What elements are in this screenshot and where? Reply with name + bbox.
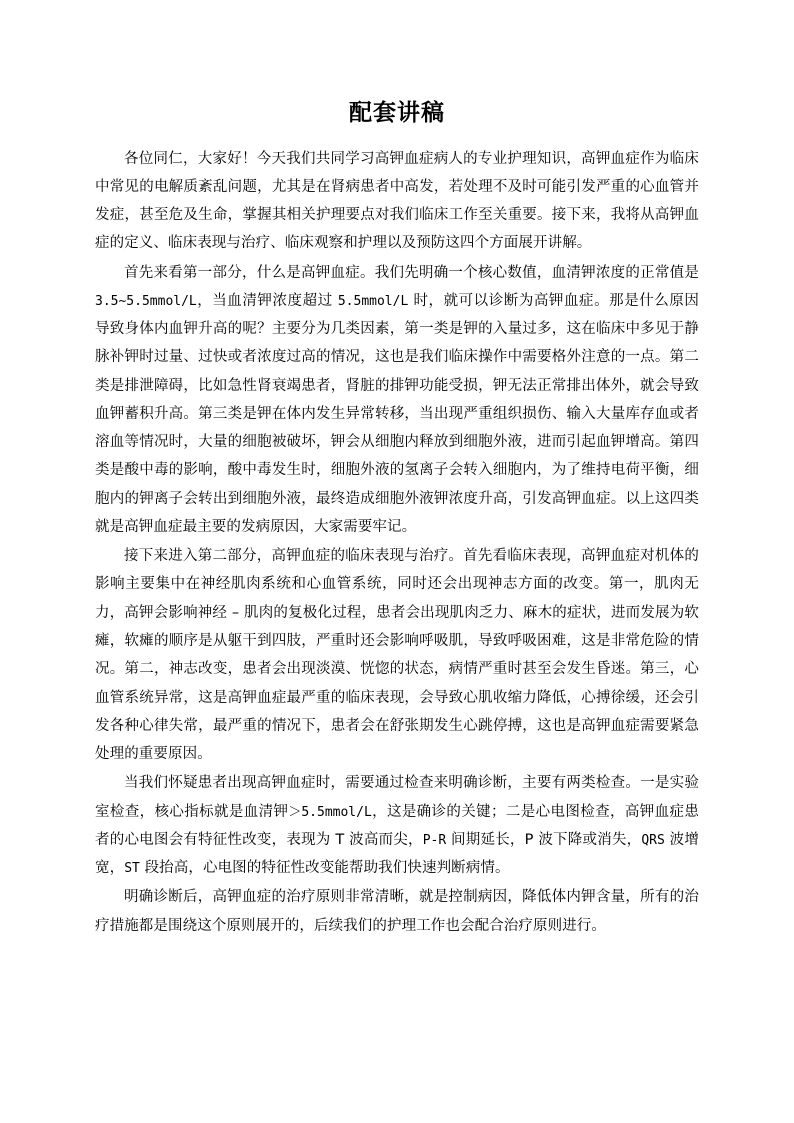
paragraph-2: 首先来看第一部分，什么是高钾血症。我们先明确一个核心数值，血清钾浓度的正常值是3.5~5.5mmol/L，当血清钾浓度超过 5.5mmol/L 时，就可以诊断为高钾血症。那是什么原因导致身体内血钾升高的呢？主要分为几类因素，第一类是钾的入量过多，这在临床中多见于静脉补钾时过量、过快或者浓度过高的情况，这也是我们临床操作中需要格外注意的一点。第二类是排泄障碍，比如急性肾衰竭患者，肾脏的排钾功能受损，钾无法正常排出体外，就会导致血钾蓄积升高。第三类是钾在体内发生异常转移，当出现严重组织损伤、输入大量库存血或者溶血等情况时，大量的细胞被破坏，钾会从细胞内释放到细胞外液，进而引起血钾增高。第四类是酸中毒的影响，酸中毒发生时，细胞外液的氢离子会转入细胞内，为了维持电荷平衡，细胞内的钾离子会转出到细胞外液，最终造成细胞外液钾浓度升高，引发高钾血症。以上这四类就是高钾血症最主要的发病原因，大家需要牢记。 [95,264,700,535]
paragraph-1: 各位同仁，大家好！今天我们共同学习高钾血症病人的专业护理知识，高钾血症作为临床中常见的电解质紊乱问题，尤其是在肾病患者中高发，若处理不及时可能引发严重的心血管并发症，甚至危及生命，掌握其相关护理要点对我们临床工作至关重要。接下来，我将从高钾血症的定义、临床表现与治疗、临床观察和护理以及预防这四个方面展开讲解。 [95,150,699,252]
page-title: 配套讲稿 [349,100,445,126]
paragraph-5: 明确诊断后，高钾血症的治疗原则非常清晰，就是控制病因，降低体内钾含量，所有的治疗措施都是围绕这个原则展开的，后续我们的护理工作也会配合治疗原则进行。 [95,889,699,934]
paragraph-4: 当我们怀疑患者出现高钾血症时，需要通过检查来明确诊断，主要有两类检查。一是实验室检查，核心指标就是血清钾＞5.5mmol/L，这是确诊的关键；二是心电图检查，高钾血症患者的心电图会有特征性改变，表现为 T 波高而尖，P-R 间期延长，P 波下降或消失，QRS 波增宽，ST 段抬高，心电图的特征性改变能帮助我们快速判断病情。 [95,775,699,877]
paragraph-3: 接下来进入第二部分，高钾血症的临床表现与治疗。首先看临床表现，高钾血症对机体的影响主要集中在神经肌肉系统和心血管系统，同时还会出现神志方面的改变。第一，肌肉无力，高钾会影响神经 – 肌肉的复极化过程，患者会出现肌肉乏力、麻木的症状，进而发展为软瘫，软瘫的顺序是从躯干到四肢，严重时还会影响呼吸肌，导致呼吸困难，这是非常危险的情况。第二，神志改变，患者会出现淡漠、恍惚的状态，病情严重时甚至会发生昏迷。第三，心血管系统异常，这是高钾血症最严重的临床表现，会导致心肌收缩力降低，心搏徐缓，还会引发各种心律失常，最严重的情况下，患者会在舒张期发生心跳停搏，这也是高钾血症需要紧急处理的重要原因。 [95,548,699,763]
